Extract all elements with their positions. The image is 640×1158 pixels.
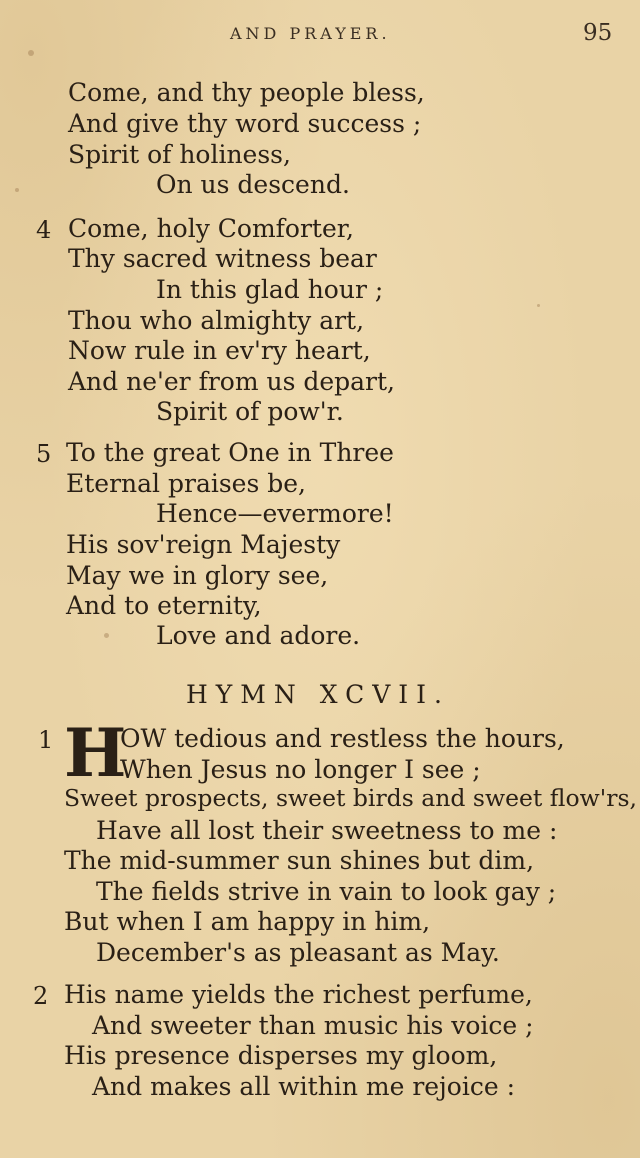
foxing-spot [537,304,540,307]
verse-line: On us descend. [156,170,350,199]
verse-line: And makes all within me rejoice : [92,1072,516,1101]
verse-line: The mid-summer sun shines but dim, [64,846,535,875]
verse-line: The fields strive in vain to look gay ; [96,877,557,906]
verse-line: His name yields the richest perfume, [64,980,533,1009]
page-number: 95 [583,20,613,46]
stanza-number: 1 [38,726,54,754]
verse-line: And to eternity, [66,591,262,620]
drop-cap: H [64,714,127,792]
verse-line: Spirit of pow'r. [156,397,344,426]
running-head: AND PRAYER. [230,24,391,43]
verse-line: Spirit of holiness, [68,140,291,169]
verse-line: Eternal praises be, [66,469,306,498]
foxing-spot [28,50,34,56]
stanza-number: 4 [36,216,52,244]
verse-line: December's as pleasant as May. [96,938,500,967]
verse-line: But when I am happy in him, [64,907,431,936]
verse-line: His presence disperses my gloom, [64,1041,498,1070]
verse-line: Thy sacred witness bear [68,244,377,273]
verse-line: To the great One in Three [66,438,394,467]
verse-line: Have all lost their sweetness to me : [96,816,558,845]
verse-line: OW tedious and restless the hours, [120,724,565,753]
foxing-spot [104,633,109,638]
stanza-number: 5 [36,440,52,468]
verse-line: And sweeter than music his voice ; [92,1011,534,1040]
stanza-number: 2 [33,982,49,1010]
foxing-spot [15,188,19,192]
verse-line: His sov'reign Majesty [66,530,341,559]
verse-line: Thou who almighty art, [68,306,365,335]
verse-line: Now rule in ev'ry heart, [68,336,371,365]
hymn-title: HYMN XCVII. [186,680,450,709]
verse-line: And give thy word success ; [68,109,422,138]
verse-line: In this glad hour ; [156,275,384,304]
verse-line: And ne'er from us depart, [68,367,396,396]
verse-line: May we in glory see, [66,561,329,590]
verse-line: Sweet prospects, sweet birds and sweet flow'rs, [64,784,637,812]
verse-line: When Jesus no longer I see ; [120,755,481,784]
verse-line: Come, and thy people bless, [68,78,425,107]
verse-line: Love and adore. [156,621,361,650]
verse-line: Come, holy Comforter, [68,214,354,243]
verse-line: Hence—evermore! [156,499,394,528]
